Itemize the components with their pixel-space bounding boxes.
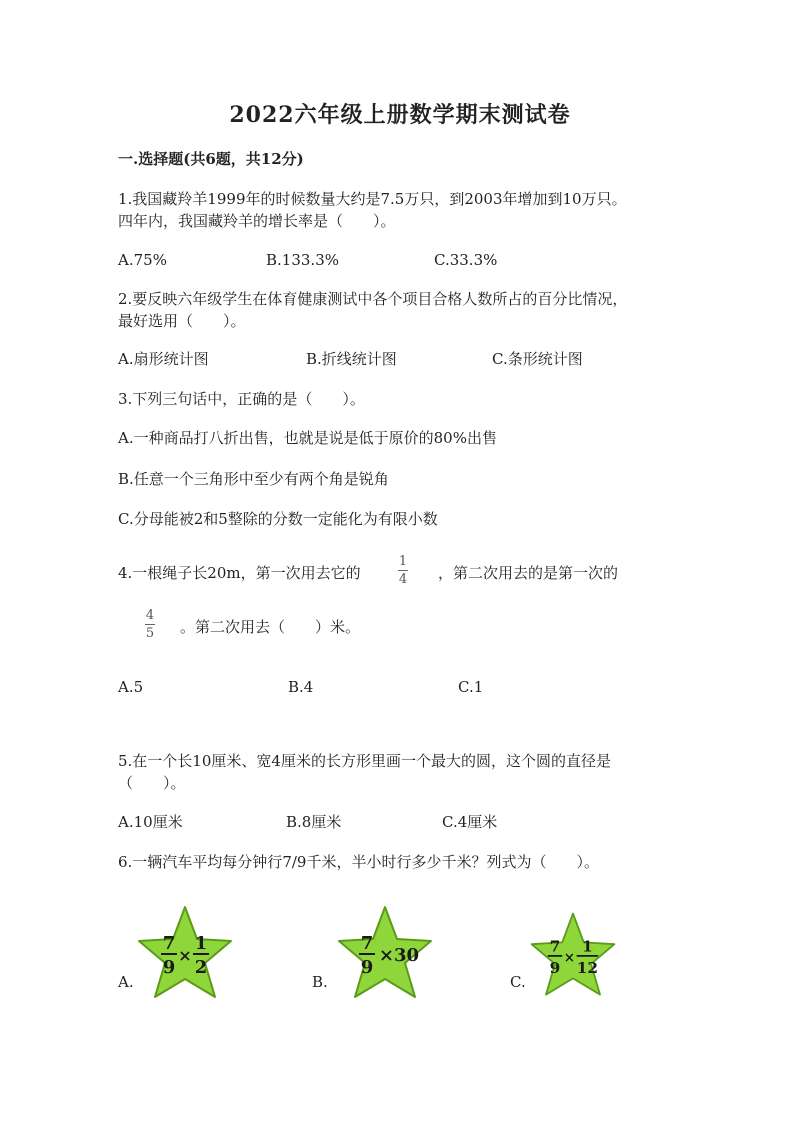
question-2-line-1: 2.要反映六年级学生在体育健康测试中各个项目合格人数所占的百分比情况， (118, 290, 628, 308)
question-1-option-b[interactable]: B.133.3% (266, 251, 339, 269)
question-5-option-a[interactable]: A.10厘米 (118, 813, 183, 831)
question-4-option-c[interactable]: C.1 (458, 678, 484, 696)
question-1-line-1: 1.我国藏羚羊1999年的时候数量大约是7.5万只，到2003年增加到10万只。 (118, 190, 627, 208)
question-4-line-1-end: ，第二次用去的是第一次的 (438, 564, 619, 582)
star-a-denominator-left: 9 (162, 957, 176, 978)
star-b-multiplier: ×30 (378, 945, 420, 966)
fraction-bar (145, 624, 155, 625)
star-c-denominator-right: 12 (576, 959, 599, 977)
section-heading: 一.选择题(共6题，共12分) (118, 150, 304, 168)
question-1-line-2: 四年内，我国藏羚羊的增长率是（ ）。 (118, 212, 396, 230)
star-option-b-image[interactable] (335, 903, 435, 1003)
star-c-numerator-right: 1 (582, 937, 593, 956)
question-2-option-c[interactable]: C.条形统计图 (492, 350, 583, 368)
question-6-option-c[interactable]: C. (510, 973, 526, 991)
fraction-numerator: 4 (145, 608, 155, 623)
question-4-option-a[interactable]: A.5 (118, 678, 144, 696)
star-c-numerator-left: 7 (549, 937, 561, 956)
question-4-line-2: 。第二次用去（ ）米。 (180, 618, 361, 636)
question-6-option-b[interactable]: B. (312, 973, 328, 991)
question-3-option-b[interactable]: B.任意一个三角形中至少有两个角是锐角 (118, 470, 389, 488)
fraction-numerator: 1 (398, 554, 408, 569)
star-c-denominator-left: 9 (549, 959, 561, 977)
question-4-option-b[interactable]: B.4 (288, 678, 314, 696)
star-b-numerator: 7 (360, 933, 374, 954)
fraction-denominator: 5 (145, 626, 155, 641)
question-3-option-a[interactable]: A.一种商品打八折出售，也就是说是低于原价的80%出售 (118, 429, 497, 447)
star-a-numerator-right: 1 (194, 933, 208, 954)
star-b-denominator: 9 (360, 957, 374, 978)
question-2-option-b[interactable]: B.折线统计图 (306, 350, 397, 368)
star-a-denominator-right: 2 (194, 957, 208, 978)
star-a-operator: × (178, 946, 192, 965)
question-4-line-1-start: 4.一根绳子长20m，第一次用去它的 (118, 564, 361, 582)
question-6-line-1: 6.一辆汽车平均每分钟行7/9千米，半小时行多少千米？列式为（ ）。 (118, 853, 599, 871)
question-5-option-c[interactable]: C.4厘米 (442, 813, 498, 831)
question-5-option-b[interactable]: B.8厘米 (286, 813, 342, 831)
fraction-four-fifths (145, 609, 155, 640)
fraction-denominator: 4 (398, 572, 408, 587)
question-5-line-2: （ ）。 (118, 774, 186, 792)
star-a-numerator-left: 7 (162, 933, 176, 954)
star-option-c-image[interactable] (528, 910, 618, 1000)
page-title: 2022六年级上册数学期末测试卷 (229, 102, 571, 128)
question-5-line-1: 5.在一个长10厘米、宽4厘米的长方形里画一个最大的圆，这个圆的直径是 (118, 752, 611, 770)
fraction-one-quarter (398, 555, 408, 586)
question-1-option-a[interactable]: A.75% (118, 251, 167, 269)
question-6-option-a[interactable]: A. (118, 973, 134, 991)
question-3-line-1: 3.下列三句话中，正确的是（ ）。 (118, 390, 365, 408)
fraction-bar (398, 570, 408, 571)
question-2-line-2: 最好选用（ ）。 (118, 312, 246, 330)
question-2-option-a[interactable]: A.扇形统计图 (118, 350, 209, 368)
question-3-option-c[interactable]: C.分母能被2和5整除的分数一定能化为有限小数 (118, 510, 438, 528)
star-option-a-image[interactable] (135, 903, 235, 1003)
star-c-operator: × (563, 950, 576, 967)
question-1-option-c[interactable]: C.33.3% (434, 251, 498, 269)
